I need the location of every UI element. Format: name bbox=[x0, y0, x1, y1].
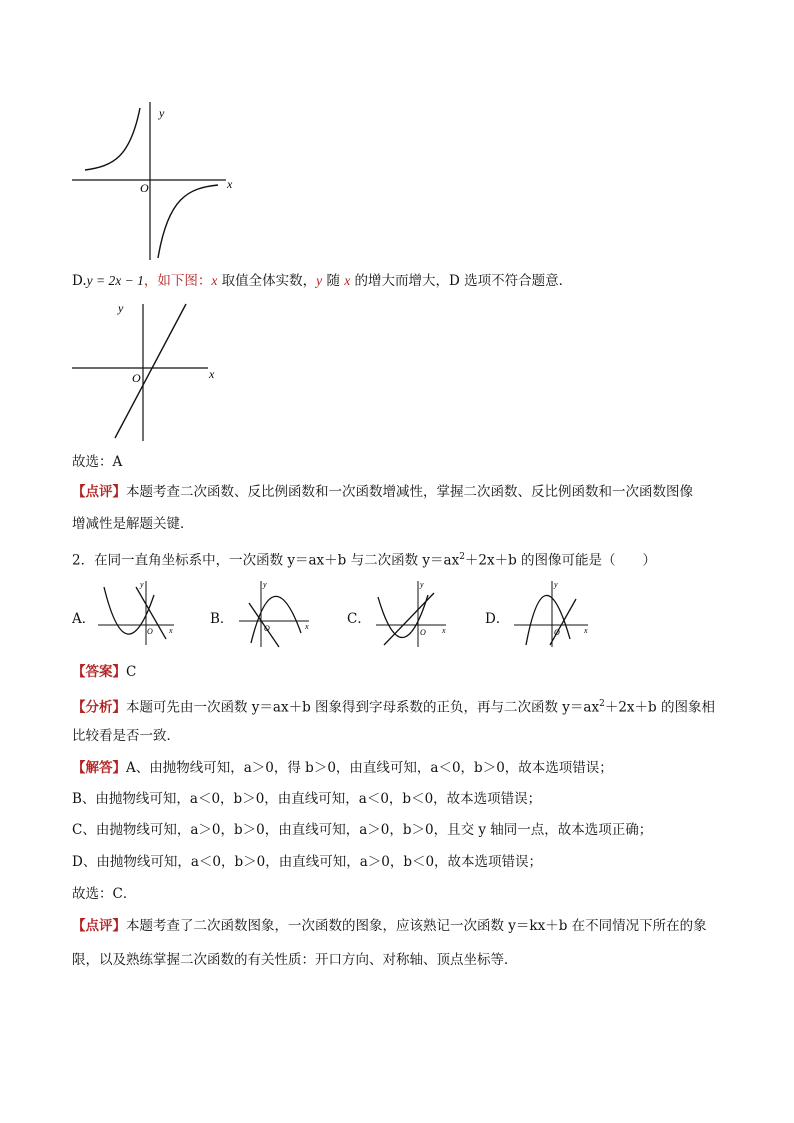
svg-text:x: x bbox=[169, 626, 173, 635]
hyperbola-lower-branch bbox=[158, 185, 218, 258]
svg-text:O: O bbox=[147, 627, 153, 636]
solution-line-d: D、由抛物线可知，a＜0，b＞0，由直线可知，a＞0，b＜0，故本选项错误； bbox=[72, 854, 543, 870]
line-y-2x-1 bbox=[115, 304, 186, 438]
svg-text:O: O bbox=[554, 628, 560, 637]
hyperbola-graph bbox=[68, 98, 238, 263]
question-2: 2．在同一直角坐标系中，一次函数 y＝ax＋b 与二次函数 $y=ax^2+2x+b$ 的图像可能是（ ） bbox=[72, 552, 657, 569]
choose-answer-1: 故选：A bbox=[72, 454, 123, 470]
origin-label: O bbox=[132, 371, 141, 385]
option-d-label: D． bbox=[485, 611, 510, 627]
option-d-explanation: D.y = 2x − 1，如下图：x 取值全体实数，y 随 x 的增大而增大，D 选项不符合题意． bbox=[72, 273, 573, 289]
option-b-label: B． bbox=[210, 611, 234, 627]
analysis-line-2: 比较看是否一致． bbox=[72, 728, 180, 744]
option-c-label: C． bbox=[347, 611, 371, 627]
line bbox=[550, 599, 576, 645]
hyperbola-upper-branch bbox=[85, 108, 140, 170]
svg-text:O: O bbox=[264, 624, 270, 633]
analysis-line-1: 【分析】本题可先由一次函数 y＝ax＋b 图象得到字母系数的正负，再与二次函数 $y=ax^2+2x+b$ 的图象相 bbox=[72, 699, 715, 716]
option-d-graph bbox=[512, 577, 594, 649]
svg-text:O: O bbox=[420, 628, 426, 637]
comment-1-line-2: 增减性是解题关键． bbox=[72, 516, 194, 532]
equation: y = 2x − 1 bbox=[86, 273, 144, 288]
svg-text:y: y bbox=[420, 580, 424, 589]
svg-text:y: y bbox=[263, 580, 267, 589]
x-axis-label: x bbox=[209, 367, 215, 381]
parabola bbox=[251, 596, 301, 643]
choose-answer-2: 故选：C． bbox=[72, 886, 137, 902]
origin-label: O bbox=[140, 181, 149, 195]
line bbox=[384, 593, 434, 645]
comment-1-line-1: 【点评】本题考查二次函数、反比例函数和一次函数增减性，掌握二次函数、反比例函数和一次函数图像 bbox=[72, 484, 693, 500]
option-a-graph bbox=[96, 577, 178, 647]
solution-line-c: C、由抛物线可知，a＞0，b＞0，由直线可知，a＞0，b＞0，且交 y 轴同一点，故本选项正确； bbox=[72, 822, 653, 838]
solution-line-b: B、由抛物线可知，a＜0，b＞0，由直线可知，a＜0，b＜0，故本选项错误； bbox=[72, 791, 542, 807]
svg-text:x: x bbox=[442, 626, 446, 635]
svg-text:x: x bbox=[584, 626, 588, 635]
answer-line: 【答案】C bbox=[72, 664, 137, 680]
option-a-label: A． bbox=[72, 611, 96, 627]
solution-line-a: 【解答】A、由抛物线可知，a＞0，得 b＞0，由直线可知，a＜0，b＞0，故本选项错误； bbox=[72, 760, 613, 776]
option-c-graph bbox=[374, 577, 456, 649]
linear-graph bbox=[68, 298, 228, 443]
svg-text:x: x bbox=[305, 622, 309, 631]
comment-2-line-2: 限，以及熟练掌握二次函数的有关性质：开口方向、对称轴、顶点坐标等． bbox=[72, 952, 518, 968]
comment-2-line-1: 【点评】本题考查了二次函数图象，一次函数的图象，应该熟记一次函数 y＝kx＋b 在不同情况下所在的象 bbox=[72, 918, 707, 934]
svg-text:y: y bbox=[140, 580, 144, 589]
option-b-graph bbox=[237, 577, 319, 649]
svg-text:y: y bbox=[554, 580, 558, 589]
y-axis-label: y bbox=[159, 106, 165, 120]
y-axis-label: y bbox=[118, 301, 124, 315]
x-axis-label: x bbox=[227, 177, 233, 191]
